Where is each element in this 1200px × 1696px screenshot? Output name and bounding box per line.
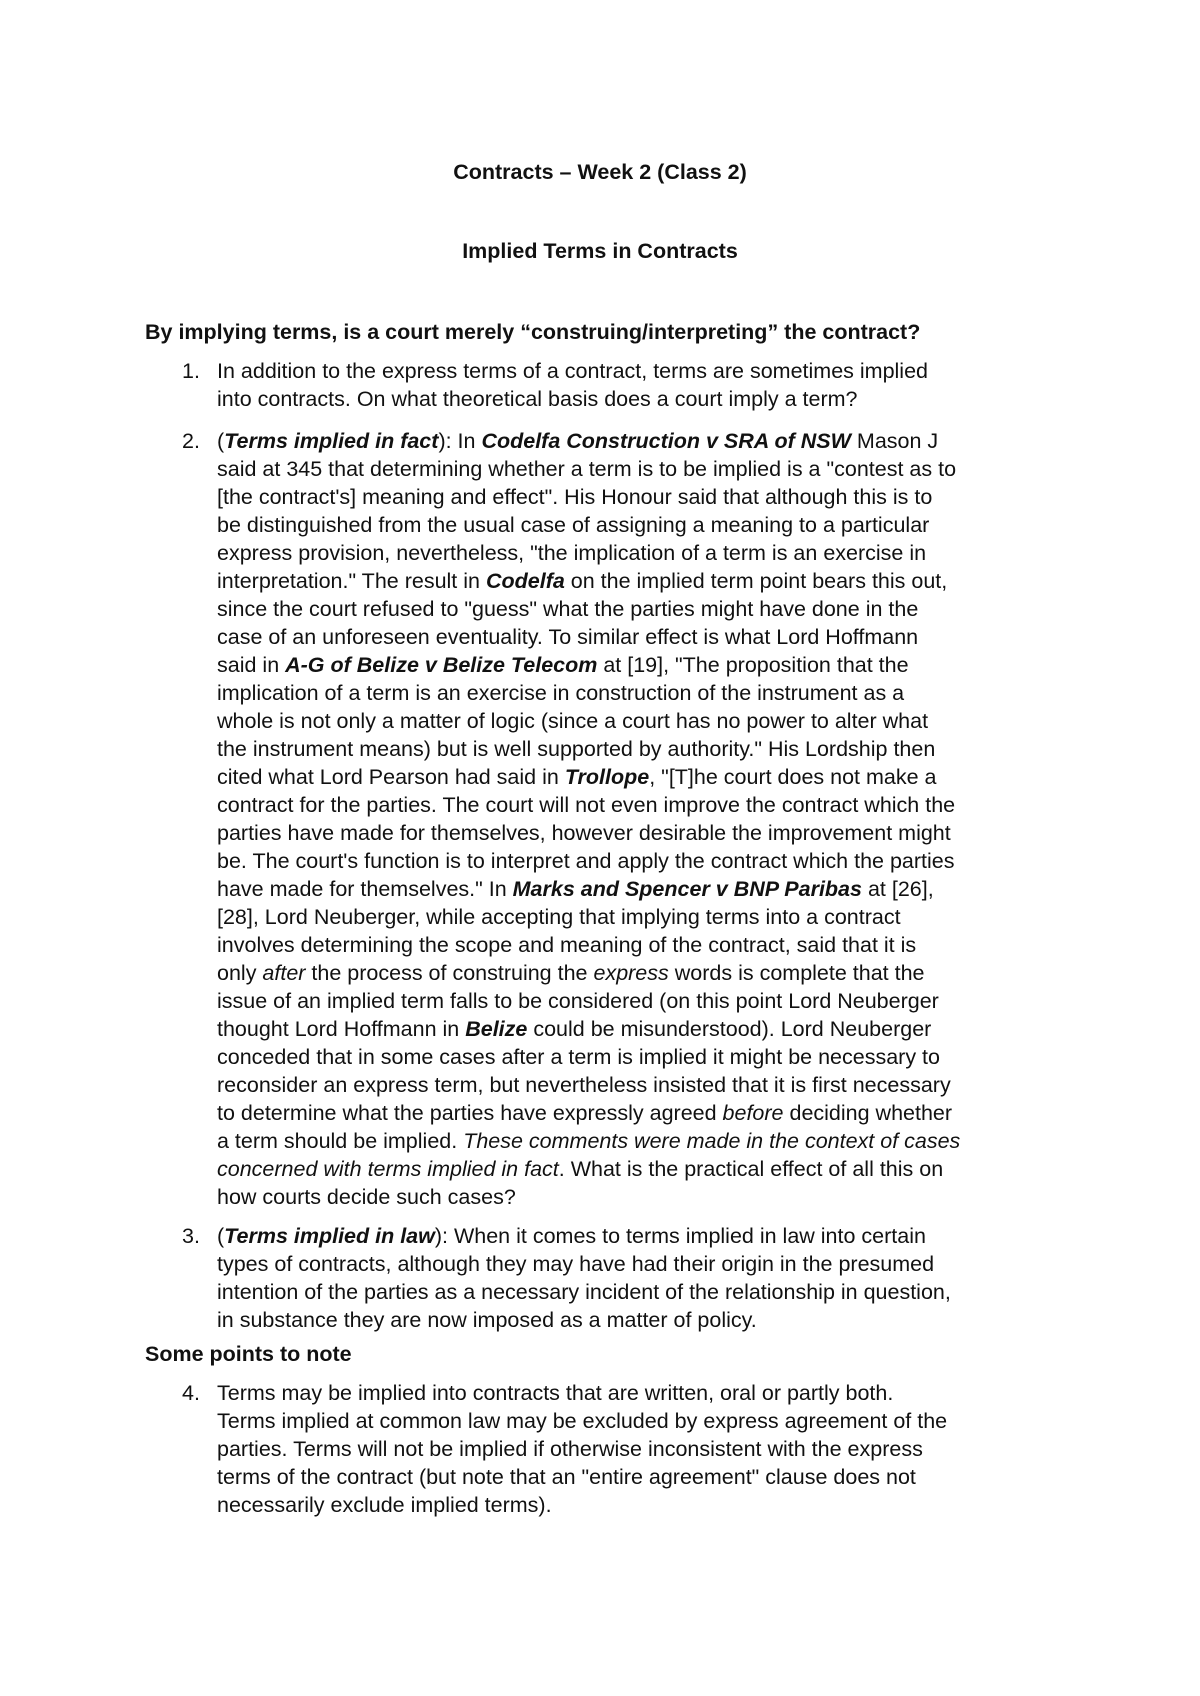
text-line: intention of the parties as a necessary incident of the relationship in question, (217, 1280, 951, 1304)
list-item-body (217, 357, 1117, 413)
text-run: to determine what the parties have expressly agreed (217, 1101, 723, 1125)
text-line (217, 1015, 1117, 1043)
case-name-belize: Belize (465, 1017, 528, 1041)
list-item-number: 1. (182, 359, 200, 383)
text-line: whole is not only a matter of logic (since a court has no power to alter what (217, 709, 929, 733)
text-run: could be misunderstood). Lord Neuberger (527, 1017, 932, 1041)
text-line (217, 567, 1117, 595)
list-item-number: 2. (182, 429, 200, 453)
text-line (217, 763, 1117, 791)
text-run: said in (217, 653, 286, 677)
case-name-marks-and-spencer: Marks and Spencer v BNP Paribas (512, 877, 862, 901)
text-line: issue of an implied term falls to be considered (on this point Lord Neuberger (217, 989, 939, 1013)
text-line: reconsider an express term, but nevertheless insisted that it is first necessary (217, 1073, 951, 1097)
text-line: [the contract's] meaning and effect". His Honour said that although this is to (217, 485, 933, 509)
text-line: involves determining the scope and meaning of the contract, said that it is (217, 933, 917, 957)
text-line: [28], Lord Neuberger, while accepting that implying terms into a contract (217, 905, 901, 929)
text-line: case of an unforeseen eventuality. To similar effect is what Lord Hoffmann (217, 625, 919, 649)
text-run: at [19], "The proposition that the (597, 653, 909, 677)
text-line (217, 1127, 1117, 1155)
text-line: be distinguished from the usual case of assigning a meaning to a particular (217, 513, 930, 537)
case-name-codelfa: Codelfa (485, 569, 565, 593)
text-run: Mason J (850, 429, 939, 453)
list-item-number: 4. (182, 1381, 200, 1405)
list-item-body (217, 1222, 1117, 1334)
text-line: express provision, nevertheless, "the implication of a term is an exercise in (217, 541, 927, 565)
text-run: thought Lord Hoffmann in (217, 1017, 466, 1041)
text-line: types of contracts, although they may have had their origin in the presumed (217, 1252, 935, 1276)
text-run: . What is the practical effect of all this on (558, 1157, 944, 1181)
emphasis-context: These comments were made in the context of cases (463, 1129, 961, 1153)
text-line (217, 651, 1117, 679)
emphasis-after: after (262, 961, 306, 985)
text-line: conceded that in some cases after a term is implied it might be necessary to (217, 1045, 940, 1069)
list-item-body (217, 427, 1117, 1211)
text-line: the instrument means) but is well supported by authority." His Lordship then (217, 737, 936, 761)
text-line: since the court refused to "guess" what the parties might have done in the (217, 597, 919, 621)
document-subtitle: Implied Terms in Contracts (462, 239, 738, 263)
text-run: at [26], (861, 877, 934, 901)
emphasis-before: before (722, 1101, 784, 1125)
text-line: parties. Terms will not be implied if otherwise inconsistent with the express (217, 1437, 923, 1461)
text-run: words is complete that the (668, 961, 925, 985)
open-paren: ( (217, 429, 225, 453)
text-line (217, 875, 1117, 903)
document-title: Contracts – Week 2 (Class 2) (453, 160, 747, 184)
text-line: Terms may be implied into contracts that are written, oral or partly both. (217, 1381, 894, 1405)
text-line (217, 1222, 1117, 1250)
list-item-number: 3. (182, 1224, 200, 1248)
text-run: on the implied term point bears this out, (564, 569, 948, 593)
text-line: terms of the contract (but note that an "entire agreement" clause does not (217, 1465, 916, 1489)
list-item-body (217, 1379, 1117, 1519)
emphasis-context: concerned with terms implied in fact (217, 1157, 559, 1181)
text-line: implication of a term is an exercise in construction of the instrument as a (217, 681, 905, 705)
text-line: necessarily exclude implied terms). (217, 1493, 552, 1517)
text-line: parties have made for themselves, however desirable the improvement might (217, 821, 951, 845)
text-line (217, 959, 1117, 987)
text-run: only (217, 961, 263, 985)
label-terms-implied-in-fact: Terms implied in fact (224, 429, 439, 453)
text-line: said at 345 that determining whether a term is to be implied is a "contest as to (217, 457, 957, 481)
text-line: into contracts. On what theoretical basis does a court imply a term? (217, 387, 858, 411)
text-run: ): When it comes to terms implied in law into certain (434, 1224, 926, 1248)
text-line (217, 427, 1117, 455)
case-name-trollope: Trollope (564, 765, 650, 789)
text-run: interpretation." The result in (217, 569, 486, 593)
text-line: Terms implied at common law may be excluded by express agreement of the (217, 1409, 948, 1433)
label-terms-implied-in-law: Terms implied in law (224, 1224, 435, 1248)
text-line: in substance they are now imposed as a matter of policy. (217, 1308, 757, 1332)
text-line: be. The court's function is to interpret and apply the contract which the parties (217, 849, 955, 873)
emphasis-express: express (593, 961, 669, 985)
text-run: have made for themselves." In (217, 877, 513, 901)
text-line (217, 1155, 1117, 1183)
text-line: how courts decide such cases? (217, 1185, 516, 1209)
text-line: In addition to the express terms of a contract, terms are sometimes implied (217, 359, 928, 383)
text-run: , "[T]he court does not make a (649, 765, 937, 789)
text-run: cited what Lord Pearson had said in (217, 765, 565, 789)
text-line (217, 1099, 1117, 1127)
text-line: contract for the parties. The court will not even improve the contract which the (217, 793, 956, 817)
section-heading-construing: By implying terms, is a court merely “construing/interpreting” the contract? (145, 320, 921, 344)
case-name-belize-full: A-G of Belize v Belize Telecom (285, 653, 598, 677)
text-run: a term should be implied. (217, 1129, 464, 1153)
section-heading-points-to-note: Some points to note (145, 1342, 352, 1366)
text-run: deciding whether (783, 1101, 953, 1125)
case-name-codelfa-full: Codelfa Construction v SRA of NSW (481, 429, 851, 453)
open-paren: ( (217, 1224, 225, 1248)
text-run: the process of construing the (305, 961, 594, 985)
text-run: ): In (438, 429, 482, 453)
